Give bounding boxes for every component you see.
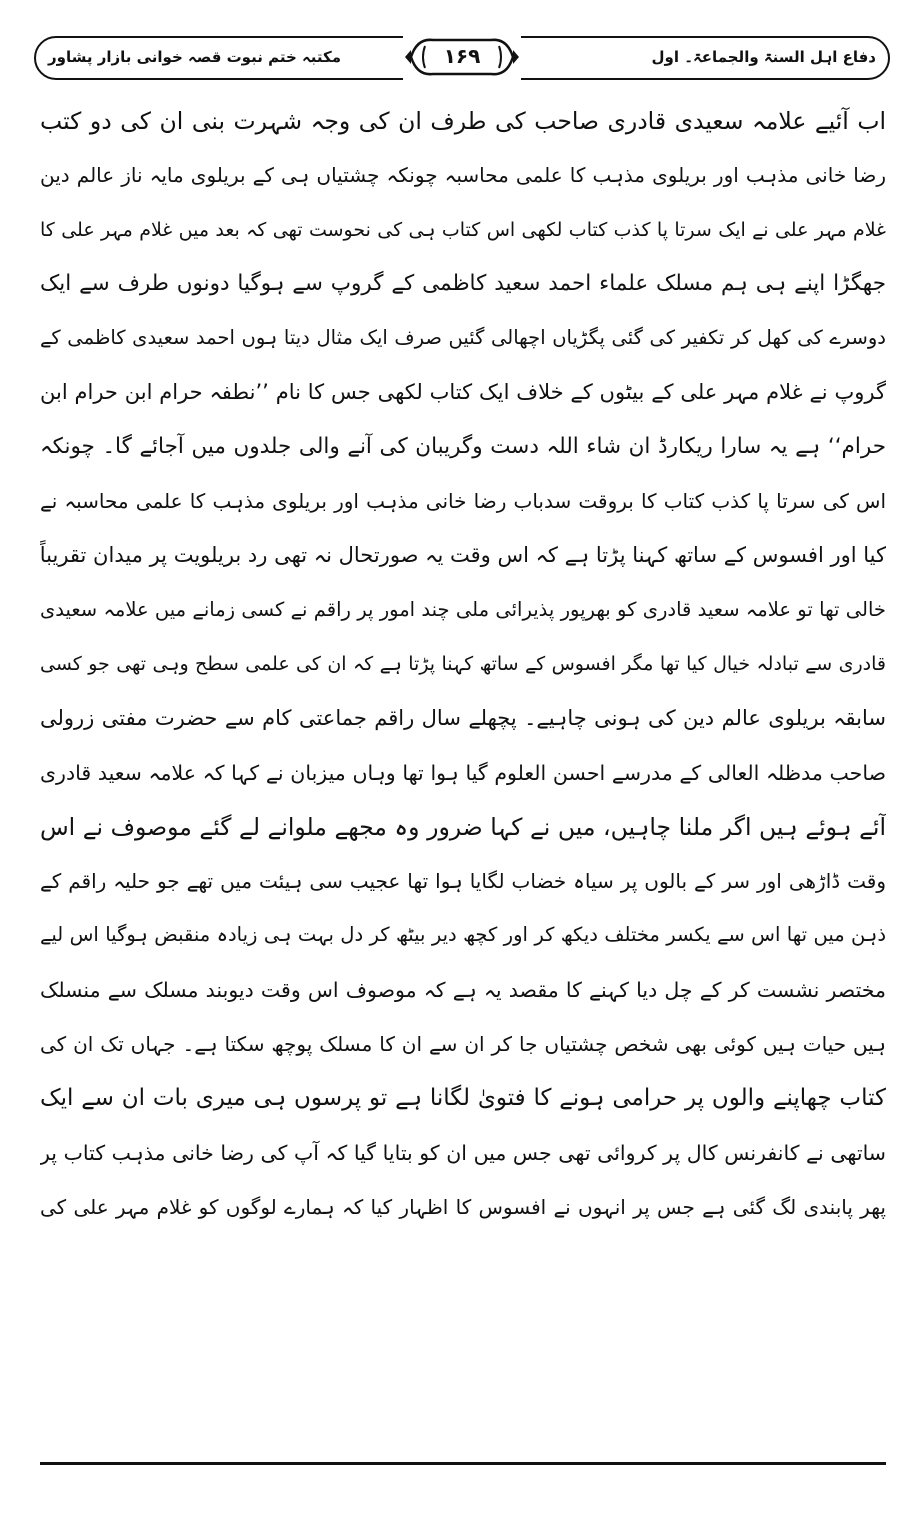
text-line: غلام مہر علی نے ایک سرتا پا کذب کتاب لکھی اس کتاب ہی کی نحوست تھی کہ بعد میں غلام مہر علی کا [40,218,886,241]
text-line: رضا خانی مذہب اور بریلوی مذہب کا علمی محاسبہ چونکہ چشتیاں ہی کے بریلوی مایہ ناز عالم دین [40,163,886,188]
page-header [34,36,890,86]
text-line: حرام‘‘ ہے یہ سارا ریکارڈ ان شاء اللہ دست وگریبان کی آنے والی جلدوں میں آجائے گا۔ چونکہ [40,433,886,459]
text-line: ساتھی نے کانفرنس کال پر کروائی تھی جس میں ان کو بتایا گیا کہ آپ کی رضا خانی مذہب کتاب پر [40,1140,886,1165]
text-line: اس کی سرتا پا کذب کتاب کا بروقت سدباب رضا خانی مذہب اور بریلوی مذہب کا علمی محاسبہ نے [40,489,886,514]
text-line: وقت ڈاڑھی اور سر کے بالوں پر سیاہ خضاب لگایا ہوا تھا عجیب سی ہیئت میں تھے جو حلیہ راقم کے [40,869,886,894]
text-line: کتاب چھاپنے والوں پر حرامی ہونے کا فتویٰ لگانا ہے تو پرسوں ہی میری بات ان سے ایک [40,1085,886,1112]
text-line: مختصر نشست کر کے چل دیا کہنے کا مقصد یہ ہے کہ موصوف اس وقت دیوبند مسلک سے منسلک [40,977,886,1002]
text-line: اب آئیے علامہ سعیدی قادری صاحب کی طرف ان کی وجہ شہرت بنی ان کی دو کتب [40,107,886,135]
text-line: صاحب مدظلہ العالی کے مدرسے احسن العلوم گیا ہوا تھا وہاں میزبان نے کہا کہ علامہ سعید قادری [40,760,886,785]
text-line: دوسرے کی کھل کر تکفیر کی گئی پگڑیاں اچھالی گئیں صرف ایک مثال دیتا ہوں احمد سعیدی کاظمی کے [40,326,886,350]
text-line: گروپ نے غلام مہر علی کے بیٹوں کے خلاف ایک کتاب لکھی جس کا نام ’’نطفہ حرام ابن حرام ابن [40,380,886,405]
text-line: ذہن میں تھا اس سے یکسر مختلف دیکھ کر اور کچھ دیر بیٹھ کر دل بہت ہی زیادہ منقبض ہوگیا اس لیے [40,923,886,947]
text-line: سابقہ بریلوی عالم دین کی ہونی چاہیے۔ پچھلے سال راقم جماعتی کام سے حضرت مفتی زرولی [40,706,886,731]
text-line: ہیں حیات ہیں کوئی بھی شخص چشتیاں جا کر ان سے ان کا مسلک پوچھ سکتا ہے۔ جہاں تک ان کی [40,1032,886,1057]
text-line: پھر پابندی لگ گئی ہے جس پر انہوں نے افسوس کا اظہار کیا کہ ہمارے لوگوں کو غلام مہر علی کی [40,1194,886,1219]
page-number: ۱۶۹ [443,44,481,68]
book-title: دفاع اہل السنۃ والجماعۃ۔ اول [651,48,876,66]
body-text [40,94,886,1234]
footer-rule [40,1462,886,1465]
text-line: قادری سے تبادلہ خیال کیا تھا مگر افسوس کے ساتھ کہنا پڑتا ہے کہ ان کی علمی سطح وہی تھی جو کسی [40,652,886,675]
page-number-frame [403,30,521,84]
text-line: خالی تھا تو علامہ سعید قادری کو بھرپور پذیرائی ملی چند امور پر راقم نے کسی زمانے میں علامہ سعیدی [40,597,886,621]
publisher-name: مکتبہ ختم نبوت قصہ خوانی بازار پشاور [48,48,342,66]
text-line: آئے ہوئے ہیں اگر ملنا چاہیں، میں نے کہا ضرور وہ مجھے ملوانے لے گئے موصوف نے اس [40,812,886,841]
text-line: جھگڑا اپنے ہی ہم مسلک علماء احمد سعید کاظمی کے گروپ سے ہوگیا دونوں طرف سے ایک [40,270,886,296]
text-line: کیا اور افسوس کے ساتھ کہنا پڑتا ہے کہ اس وقت یہ صورتحال نہ تھی رد بریلویت پر میدان تقریباً [40,543,886,568]
